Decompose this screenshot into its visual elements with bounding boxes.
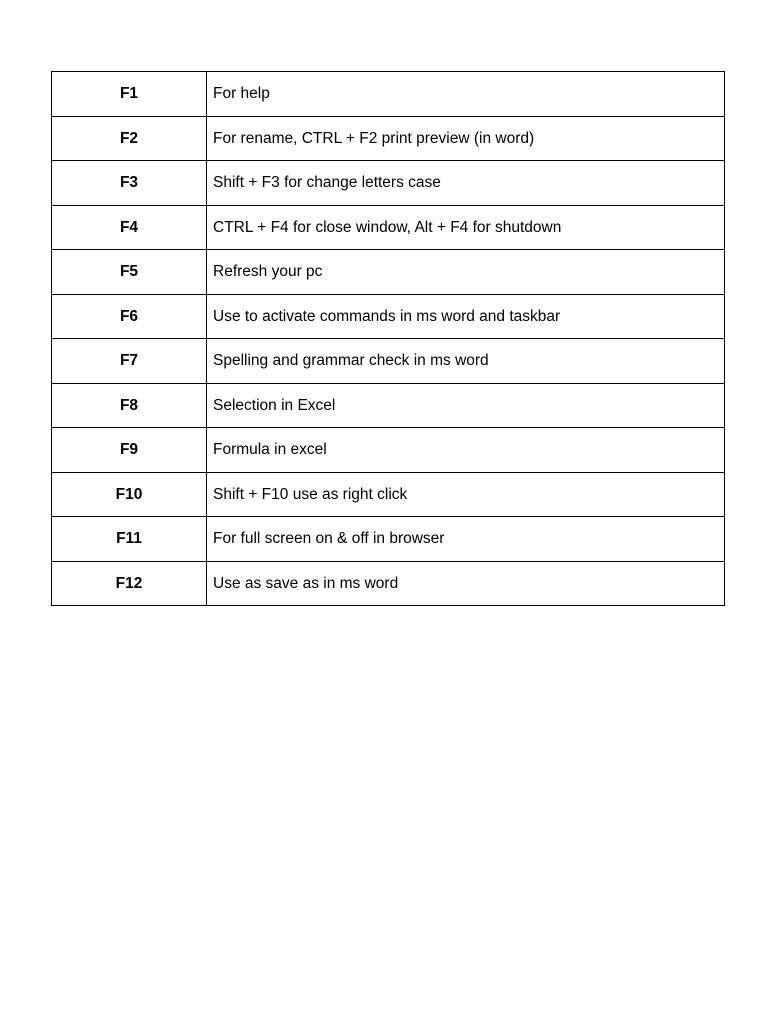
key-cell: F10 — [52, 472, 207, 517]
key-cell: F8 — [52, 383, 207, 428]
key-cell: F12 — [52, 561, 207, 606]
description-cell: Shift + F10 use as right click — [207, 472, 725, 517]
description-cell: For rename, CTRL + F2 print preview (in word) — [207, 116, 725, 161]
table-row — [52, 517, 725, 562]
description-cell: Shift + F3 for change letters case — [207, 161, 725, 206]
key-cell: F5 — [52, 250, 207, 295]
description-cell: For full screen on & off in browser — [207, 517, 725, 562]
description-cell: Spelling and grammar check in ms word — [207, 339, 725, 384]
description-cell: Use as save as in ms word — [207, 561, 725, 606]
table-row — [52, 72, 725, 117]
description-cell: For help — [207, 72, 725, 117]
table-row — [52, 116, 725, 161]
function-keys-table — [51, 71, 725, 606]
description-cell: Use to activate commands in ms word and taskbar — [207, 294, 725, 339]
table-row — [52, 472, 725, 517]
key-cell: F7 — [52, 339, 207, 384]
description-cell: Formula in excel — [207, 428, 725, 473]
key-cell: F2 — [52, 116, 207, 161]
table-row — [52, 161, 725, 206]
table-row — [52, 250, 725, 295]
table-row — [52, 294, 725, 339]
key-cell: F4 — [52, 205, 207, 250]
key-cell: F6 — [52, 294, 207, 339]
key-cell: F3 — [52, 161, 207, 206]
table-row — [52, 205, 725, 250]
table-row — [52, 339, 725, 384]
table-row — [52, 428, 725, 473]
table-row — [52, 561, 725, 606]
key-cell: F1 — [52, 72, 207, 117]
description-cell: CTRL + F4 for close window, Alt + F4 for shutdown — [207, 205, 725, 250]
key-cell: F11 — [52, 517, 207, 562]
description-cell: Refresh your pc — [207, 250, 725, 295]
key-cell: F9 — [52, 428, 207, 473]
table-row — [52, 383, 725, 428]
description-cell: Selection in Excel — [207, 383, 725, 428]
